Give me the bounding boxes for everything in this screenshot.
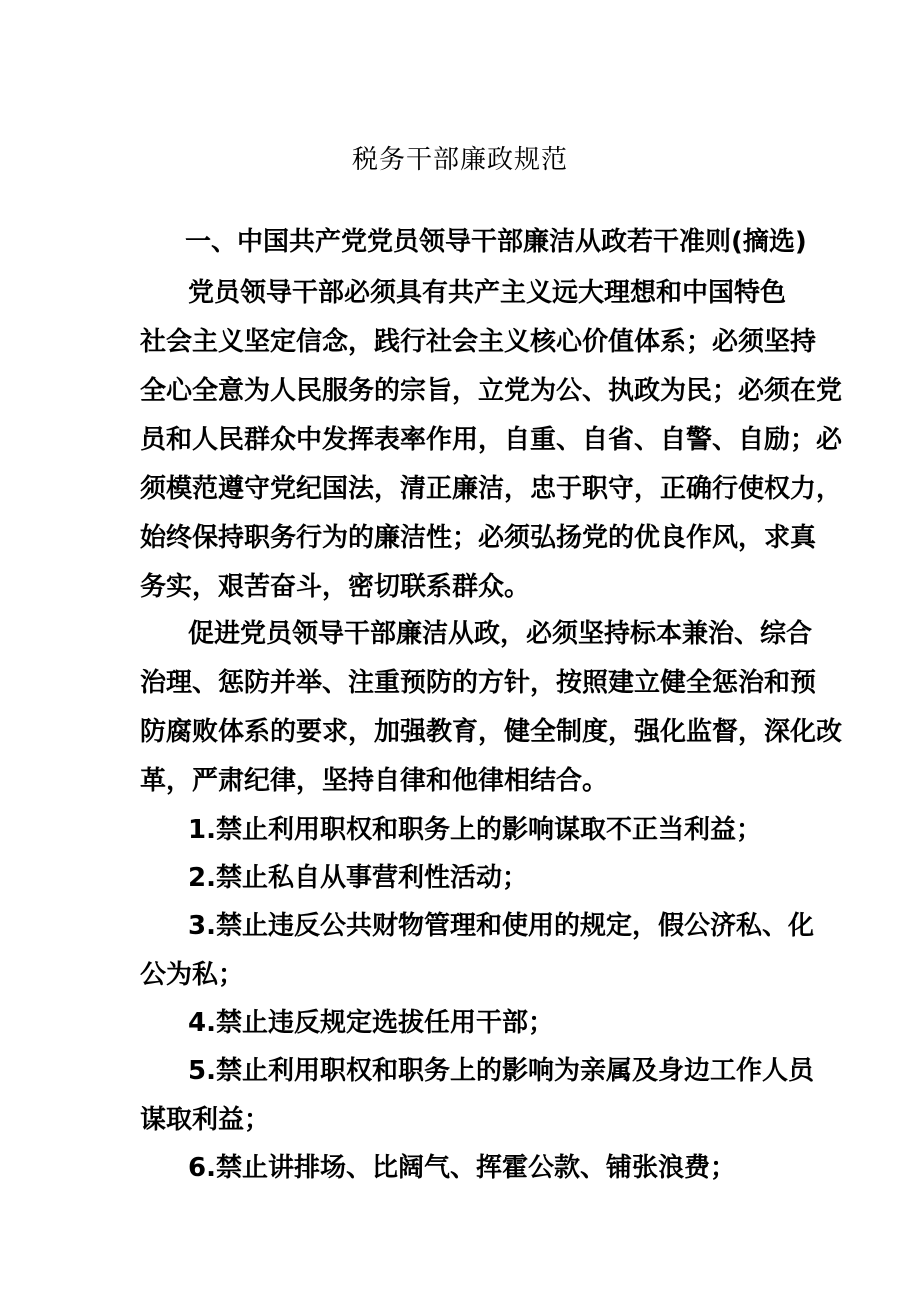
list-item-4: 4.禁止违反规定选拔任用干部； xyxy=(188,1008,554,1038)
paragraph-line: 员和人民群众中发挥表率作用，自重、自省、自警、自励；必 xyxy=(140,425,843,455)
list-item-1: 1.禁止利用职权和职务上的影响谋取不正当利益； xyxy=(188,815,762,845)
list-item-5: 5.禁止利用职权和职务上的影响为亲属及身边工作人员 xyxy=(188,1056,814,1086)
paragraph-line: 党员领导干部必须具有共产主义远大理想和中国特色 xyxy=(188,278,787,308)
paragraph-line: 须模范遵守党纪国法，清正廉洁，忠于职守，正确行使权力， xyxy=(140,474,843,504)
list-item-3: 3.禁止违反公共财物管理和使用的规定，假公济私、化 xyxy=(188,911,814,941)
paragraph-line: 始终保持职务行为的廉洁性；必须弘扬党的优良作风，求真 xyxy=(140,523,817,553)
section-heading: 一、中国共产党党员领导干部廉洁从政若干准则(摘选) xyxy=(185,227,807,257)
list-item-2: 2.禁止私自从事营利性活动； xyxy=(188,863,528,893)
paragraph-line: 防腐败体系的要求，加强教育，健全制度，强化监督，深化改 xyxy=(140,717,843,747)
paragraph-line: 务实，艰苦奋斗，密切联系群众。 xyxy=(140,572,531,602)
list-item-5-continuation: 谋取利益； xyxy=(140,1105,271,1135)
list-item-6: 6.禁止讲排场、比阔气、挥霍公款、铺张浪费； xyxy=(188,1153,736,1183)
paragraph-line: 社会主义坚定信念，践行社会主义核心价值体系；必须坚持 xyxy=(140,327,817,357)
paragraph-line: 革，严肃纪律，坚持自律和他律相结合。 xyxy=(140,766,609,796)
document-title: 税务干部廉政规范 xyxy=(351,145,568,175)
paragraph-line: 全心全意为人民服务的宗旨，立党为公、执政为民；必须在党 xyxy=(140,376,843,406)
paragraph-line: 治理、惩防并举、注重预防的方针，按照建立健全惩治和预 xyxy=(140,668,817,698)
paragraph-line: 促进党员领导干部廉洁从政，必须坚持标本兼治、综合 xyxy=(188,619,813,649)
list-item-3-continuation: 公为私； xyxy=(140,960,245,990)
